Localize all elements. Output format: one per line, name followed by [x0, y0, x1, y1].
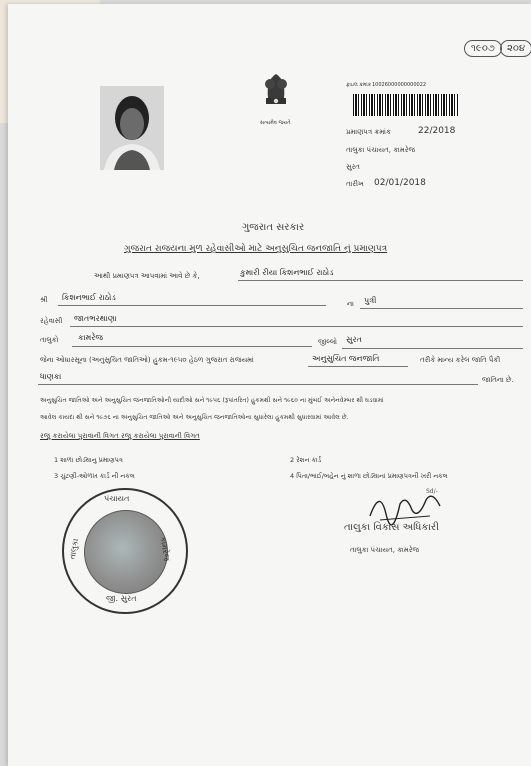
corner-number-1: ૧૯૦૭	[464, 40, 502, 57]
p3-line-1: અનુસુચિત જાતિઓ અને અનુસુચિત જનજાતિઓની યાદીઓ સને ૧૯૫૬ (રૂપાંતરિત) હુકમથી સને ૧૯૬૦ ના મુંબઈ અનેનવેમ્બર થી ઘડવામાં	[40, 397, 384, 404]
p3-line-2: આવેલ કાયદા થી સને ૧૯૭૬ ના અનુસુચિત જાતિઓ અને અનુસુચિત જનજાતિઓના સુધારેલા હુકમથી સુધારવામાં આવેલ છે.	[40, 414, 349, 421]
district-label: જીલ્લો	[318, 338, 337, 346]
cert-no-label: પ્રમાણપત્ર ક્રમાંક	[346, 128, 391, 136]
doc-item-1: 1 શાળા છોડ્યાનુ પ્રમાણપત્ર	[54, 456, 123, 464]
caste-suffix: જાતિના છે.	[482, 376, 514, 384]
seal-right-text: કામરેજ	[158, 535, 172, 562]
taluka-label: તાલુકો	[40, 336, 59, 344]
father-name: કિશનભાઈ રાઠોડ	[62, 293, 116, 302]
date-value: 02/01/2018	[374, 178, 426, 188]
p1-prefix: આથી પ્રમાણપત્ર આપવામાં આવે છે કે,	[94, 272, 200, 280]
relation: પુત્રી	[364, 296, 377, 305]
doc-item-3: 3 ચુંટણી-ઓળખ કાર્ડ ની નકલ	[54, 472, 135, 480]
form-no-label: ફાઇલ ક્રમાંક	[346, 82, 372, 88]
resident-value: જાતભરથાણા	[74, 314, 117, 323]
seal-left-text: તાલુકા	[67, 537, 81, 560]
p2-value: અનુસુચિત જનજાતિ	[312, 354, 380, 363]
applicant-photo-small	[100, 86, 164, 170]
date-label: તારીખ	[346, 180, 364, 188]
taluka-value: કામરેજ	[78, 333, 103, 342]
officer-signature: Sd/-	[360, 486, 450, 526]
title-line-2: ગુજરાત રાજયના મુળ રહેવાસીઓ માટે અનુસુચિત જનજાતિ નું પ્રમાણપત્ર	[124, 244, 388, 254]
seal-bottom-text: જી. સુરત	[106, 594, 137, 603]
p2-suffix: તરીકે માન્ય કરેલ જાતિ પૈકી	[420, 356, 501, 364]
p1-name: કુમારી રીયા કિશનભાઈ રાઠોડ	[240, 268, 334, 277]
cert-no-value: 22/2018	[418, 126, 456, 136]
na-label: ના	[347, 300, 354, 308]
certificate-page	[8, 4, 531, 766]
corner-number-2: ૨૦૪	[500, 40, 531, 57]
signature-title: તાલુકા વિકાસ અધિકારી	[344, 522, 439, 533]
title-line-1: ગુજરાત સરકાર	[242, 222, 305, 233]
doc-item-2: 2 રેશન કાર્ડ	[290, 456, 322, 464]
shri-label: શ્રી	[40, 296, 48, 304]
form-no-value: 10026000000000022	[372, 82, 427, 88]
official-seal	[62, 488, 188, 614]
docs-heading: રજુ કરાયેલા પુરાવાની વિગત રજુ કરાયેલા પુરાવાની વિગત	[40, 432, 200, 440]
signature-office: તાલુકા પંચાયત, કામરેજ	[350, 546, 420, 554]
doc-item-4: 4 પિતા/ભાઈ/બહેન નું શાળા છોડ્યાનાં પ્રમાણપત્રની ખરી નકલ	[290, 472, 448, 480]
emblem-caption: સત્યમેવ જયતે	[260, 120, 291, 126]
district-value: સુરત	[346, 335, 362, 344]
office-line-2: સુરત	[346, 163, 360, 171]
barcode	[353, 94, 459, 116]
office-line-1: તાલુકા પંચાયત, કામરેજ	[346, 146, 416, 154]
seal-emblem	[84, 510, 168, 594]
state-emblem-icon	[256, 68, 296, 116]
resident-label: રહેવાસી	[40, 317, 63, 325]
caste-value: ધાણકા	[40, 372, 62, 381]
seal-top-text: પંચાયત	[104, 494, 130, 503]
p2-prefix: જેના ઓધારસૂના (અનુસુચિત જાતિઓ) હુકમ-૧૯૫૦ હેઠળ ગુજરાત રાજયમાં	[40, 356, 254, 364]
